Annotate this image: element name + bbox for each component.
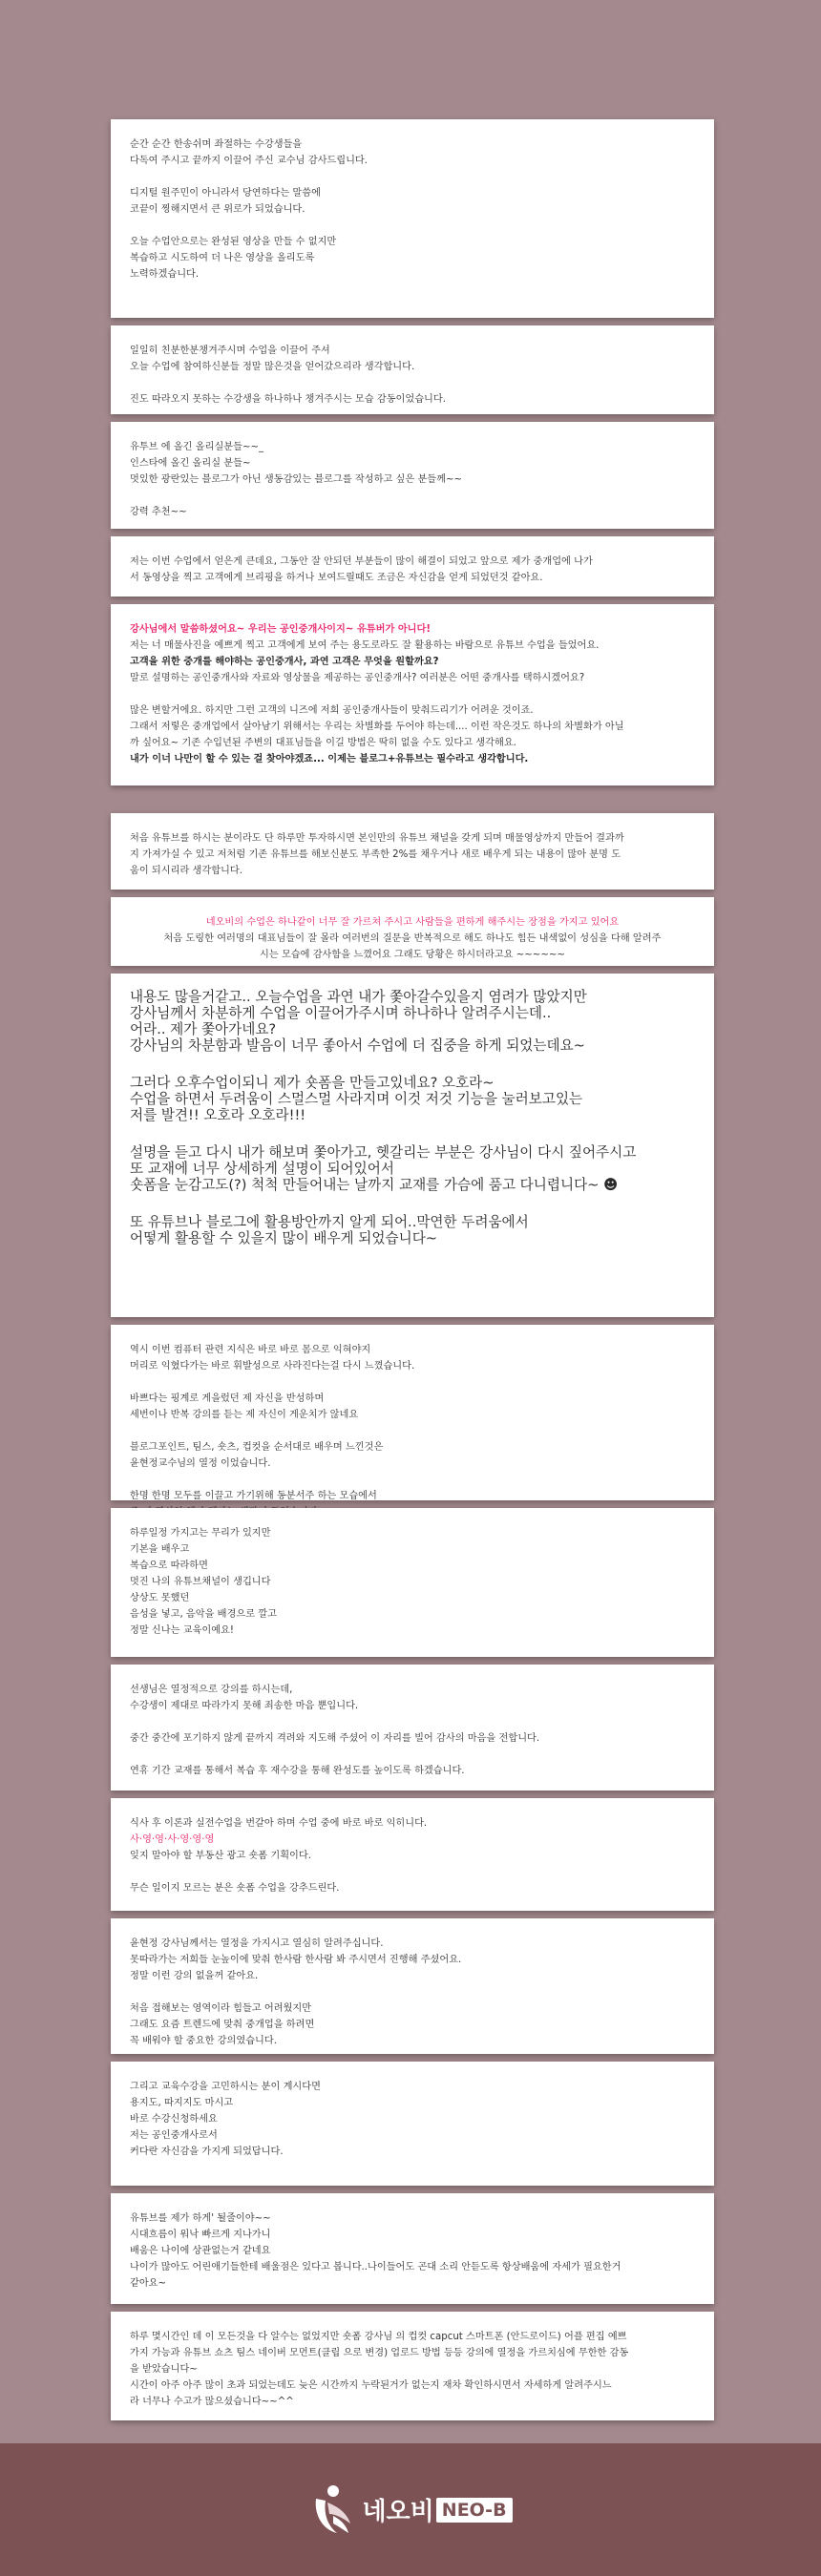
- review-line: 역시 이번 컴퓨터 관련 지식은 바로 바로 몸으로 익혀야지: [130, 1345, 371, 1355]
- review-line: 코끝이 찡해지면서 큰 위로가 되었습니다.: [130, 204, 305, 215]
- review-line: 움이 되시리라 생각합니다.: [130, 866, 242, 876]
- review-line: 세번이나 반복 강의를 듣는 제 자신이 게운치가 않네요: [130, 1410, 359, 1420]
- review-line: 디지털 원주민이 아니라서 당연하다는 말씀에: [130, 188, 321, 199]
- review-card-3: [111, 422, 714, 529]
- review-line: 못따라가는 저희들 눈높이에 맞춰 한사람 한사람 봐 주시면서 진행해 주셨어요.: [130, 1955, 462, 1965]
- review-line: 저는 너 매물사진을 예쁘게 찍고 고객에게 보여 주는 용도로라도 잘 활용하는 바람으로 유튜브 수업을 들었어요.: [130, 640, 600, 651]
- review-card-7: [111, 897, 714, 966]
- review-line: 수업을 하면서 두려움이 스멀스멀 사라지며 이것 저것 기능을 눌러보고있는: [130, 1091, 583, 1107]
- review-line: 용지도, 따지지도 마시고: [130, 2098, 234, 2108]
- review-line: 또 교재에 너무 상세하게 설명이 되어있어서: [130, 1161, 394, 1177]
- review-line: 가지 가능과 유튜브 쇼츠 팀스 네이버 모먼트(클립 으로 변경) 업로드 방법 등등 강의에 열정을 가르치심에 무한한 감동: [130, 2348, 629, 2358]
- review-line: 을 받았습니다~: [130, 2364, 198, 2375]
- review-line: 처음 도링한 여러명의 대표님들이 잘 몰라 여러번의 질문을 반복적으로 해도 하나도 힘든 내색없이 성심을 다해 알려주: [163, 933, 662, 944]
- review-line: 식사 후 이론과 실전수업을 번갈아 하며 수업 중에 바로 바로 익히니다.: [130, 1818, 428, 1829]
- review-line: 나이가 많아도 어린애기들한테 배울점은 있다고 봅니다..나이들어도 곤대 소리 안듣도록 항상배움에 자세가 필요한거: [130, 2262, 621, 2272]
- review-line: 정말 신나는 교육이예요!: [130, 1625, 234, 1636]
- review-card-4: [111, 536, 714, 597]
- review-line: 고객을 위한 중개를 해야하는 공인중개사, 과연 고객은 무엇을 원할까요?: [130, 657, 439, 667]
- review-card-14: [111, 2062, 714, 2186]
- review-line: 숏폼을 눈감고도(?) 척척 만들어내는 날까지 교재를 가슴에 품고 다니렵니다~ ☻: [130, 1177, 619, 1193]
- review-card-15: [111, 2193, 714, 2304]
- review-card-5: [111, 604, 714, 785]
- review-line: 그래서 저렇은 중개업에서 살아남기 위해서는 우리는 차별화를 두어야 하는데.... 이런 작은것도 하나의 차별화가 아닐: [130, 722, 624, 732]
- review-line: 저를 발견!! 오호라 오호라!!!: [130, 1107, 306, 1123]
- review-highlight: 사·영·영·사·영·영·영: [130, 1834, 215, 1845]
- review-line: 블로그포인트, 팀스, 숏츠, 컵컷을 순서대로 배우며 느낀것은: [130, 1442, 384, 1453]
- review-line: 강사님께서 차분하게 수업을 이끌어가주시며 하나하나 알려주시는데..: [130, 1005, 552, 1021]
- review-line: 다독여 주시고 끝까지 이끌어 주신 교수님 감사드립니다.: [130, 156, 368, 166]
- review-line: 처음 접해보는 영역이라 힘들고 어려웠지만: [130, 2003, 312, 2014]
- footer-bar: [0, 2443, 821, 2576]
- review-card-11: [111, 1665, 714, 1791]
- review-line: 시는 모습에 감사함을 느꼈어요 그래도 당황은 하시더라고요 ~~~~~~: [260, 950, 565, 960]
- review-line: 처음 유튜브를 하시는 분이라도 단 하루만 투자하시면 본인만의 유튜브 채널을 갖게 되며 매물영상까지 만들어 결과까: [130, 833, 624, 844]
- review-line: 멋진 나의 유튜브채널이 생깁니다: [130, 1577, 271, 1587]
- review-line: 순간 순간 한송쉬며 좌절하는 수강생들을: [130, 139, 303, 150]
- review-line: 그러다 오후수업이되니 제가 숏폼을 만들고있네요? 오호라~: [130, 1075, 495, 1091]
- review-line: 지 가져가실 수 있고 저처럼 기존 유튜브를 해보신분도 부족한 2%를 채우거나 새로 배우게 되는 내용이 많아 분명 도: [130, 849, 621, 860]
- review-line: 저는 이번 수업에서 얻은게 큰데요, 그동안 잘 안되던 부분들이 많이 해결이 되었고 앞으로 제가 중개업에 나가: [130, 556, 593, 567]
- review-line: 멋있한 광란있는 블로그가 아닌 생동감있는 블로그를 작성하고 싶은 분들께~~: [130, 474, 463, 485]
- review-line: 내가 이너 나만이 할 수 있는 걸 찾아야겠죠... 이제는 블로그+유튜브는 필수라고 생각합니다.: [130, 754, 529, 764]
- review-line: 오늘 수업에 참여하신분들 정말 많은것을 얻어갔으리라 생각합니다.: [130, 362, 415, 372]
- review-line: 노력하겠습니다.: [130, 269, 200, 280]
- neo-b-logo-icon: [308, 2483, 356, 2537]
- review-line: 한명 한명 모두를 이끌고 가기위해 동분서주 하는 모습에서: [130, 1491, 377, 1501]
- brand-name: 네오비: [362, 2498, 434, 2526]
- review-line: 인스타에 올긴 올리실 분들~: [130, 458, 251, 469]
- review-line: 커다란 자신감을 가지게 되었답니다.: [130, 2147, 284, 2157]
- review-line: 배움은 나이에 상관없는거 같네요: [130, 2246, 271, 2256]
- review-line: 윤현정교수님의 열정 이었습니다.: [130, 1458, 271, 1469]
- review-line: 어떻게 활용할 수 있을지 많이 배우게 되었습니다~: [130, 1230, 438, 1246]
- review-line: 그리고 교육수강을 고민하시는 분이 계시다면: [130, 2082, 321, 2092]
- brand-tag: NEO-B: [436, 2498, 513, 2523]
- review-line: 또 유튜브나 블로그에 활용방안까지 알게 되어..막연한 두려움에서: [130, 1214, 529, 1230]
- review-card-6: [111, 813, 714, 890]
- review-line: 강사님의 차분함과 발음이 너무 좋아서 수업에 더 집중을 하게 되었는데요~: [130, 1037, 585, 1054]
- review-line: 기본을 배우고: [130, 1544, 190, 1555]
- review-line: 머리로 익혔다가는 바로 휘발성으로 사라진다는걸 다시 느꼈습니다.: [130, 1361, 415, 1372]
- review-line: 시간이 아주 아주 많이 초과 되었는데도 늦은 시간까지 누락된거가 없는지 재차 확인하시면서 자세하게 알려주시느: [130, 2380, 612, 2391]
- review-card-8: [111, 974, 714, 1317]
- review-line: 연휴 기간 교재를 통해서 복습 후 재수강을 통해 완성도를 높이도록 하겠습니다.: [130, 1766, 465, 1776]
- review-line: 꼭 배워야 할 중요한 강의였습니다.: [130, 2036, 277, 2046]
- review-card-16: [111, 2312, 714, 2420]
- review-line: 유투브 에 올긴 올리실분들~~_: [130, 442, 264, 452]
- review-line: 정말 이런 강의 없을꺼 같아요.: [130, 1971, 259, 1981]
- brand-logo[interactable]: [308, 2483, 512, 2537]
- review-line: 그래도 요즘 트렌드에 맞춰 중개업을 하려면: [130, 2020, 315, 2030]
- review-line: 바쁘다는 핑계로 게을렀던 제 자신을 반성하며: [130, 1393, 325, 1404]
- review-card-1: [111, 119, 714, 318]
- review-headline: 네오비의 수업은 하나같이 너무 잘 가르쳐 주시고 사람들을 편하게 해주시는 장점을 가지고 있어요: [205, 917, 620, 928]
- review-line: 서 동영상을 찍고 고객에게 브리핑을 하거나 보여드릴때도 조금은 자신감을 얻게 되었던것 같아요.: [130, 573, 543, 583]
- review-card-13: [111, 1918, 714, 2054]
- review-line: 잊지 말아야 할 부동산 광고 숏폼 기획이다.: [130, 1851, 311, 1861]
- review-line: 많은 변할거에요. 하지만 그런 고객의 니즈에 저희 공인중개사들이 맞춰드리기가 어려운 것이죠.: [130, 705, 534, 716]
- review-line: 라 너무나 수고가 많으셨습니다~~^^: [130, 2397, 294, 2407]
- review-line: 시대흐름이 워낙 빠르게 지나가니: [130, 2230, 271, 2240]
- review-line: 어라.. 제가 쫓아가네요?: [130, 1021, 277, 1037]
- review-line: 설명을 듣고 다시 내가 해보며 쫓아가고, 헷갈리는 부분은 강사님이 다시 짚어주시고: [130, 1144, 637, 1161]
- review-card-9: [111, 1325, 714, 1500]
- review-line: 상상도 못했던: [130, 1593, 190, 1603]
- review-line: 복습하고 시도하여 더 나은 영상을 올리도록: [130, 253, 315, 263]
- review-line: 무슨 일이지 모르는 분은 숏폼 수업을 강추드린다.: [130, 1883, 340, 1894]
- review-card-10: [111, 1508, 714, 1657]
- review-line: 윤현정 강사님께서는 열정을 가지시고 열심히 알려주십니다.: [130, 1938, 384, 1949]
- review-line: 내용도 많을거같고.. 오늘수업을 과연 내가 쫓아갈수있을지 염려가 많았지만: [130, 989, 587, 1005]
- review-line: 바로 수강신청하세요: [130, 2114, 218, 2125]
- review-card-2: [111, 325, 714, 414]
- review-headline: 강사님에서 말씀하셨어요~ 우리는 공인중개사이지~ 유튜버가 아니다!: [130, 624, 432, 635]
- review-line: 진도 따라오지 못하는 수강생을 하나하나 챙겨주시는 모습 감동이었습니다.: [130, 394, 446, 405]
- review-line: 오늘 수업안으로는 완성된 영상을 만들 수 없지만: [130, 237, 337, 247]
- review-line: 까 싶어요~ 기존 수입년된 주변의 대표님들을 이길 방법은 딱히 없을 수도 있다고 생각해요.: [130, 738, 516, 748]
- review-line: 하루일정 가지고는 무리가 있지만: [130, 1528, 271, 1539]
- review-line: 선생님은 열정적으로 강의를 하시는데,: [130, 1685, 293, 1695]
- review-line: 수강생이 제대로 따라가지 못해 죄송한 마음 뿐입니다.: [130, 1701, 359, 1711]
- review-line: 같아요~: [130, 2278, 167, 2289]
- review-line: 중간 중간에 포기하지 않게 끝까지 격려와 지도해 주셨어 이 자리를 빌어 감사의 마음을 전합니다.: [130, 1733, 540, 1744]
- review-line: 강력 추천~~: [130, 507, 187, 517]
- review-line: 하루 몇시간인 데 이 모든것을 다 알수는 없었지만 숏폼 강사님 의 컵컷 capcut 스마트폰 (안드로이드) 어플 편집 예쁘: [130, 2332, 627, 2342]
- review-line: 음성을 넣고, 음악을 배경으로 깔고: [130, 1609, 277, 1620]
- review-line: 일일히 친분한분챙겨주시며 수업을 이끌어 주셔: [130, 346, 330, 356]
- review-line: 유튜브를 제가 하게' 될줄이야~~: [130, 2213, 271, 2224]
- review-line: 말로 설명하는 공인중개사와 자료와 영상물을 제공하는 공인중개사? 여러분은 어떤 중개사를 택하시겠어요?: [130, 673, 585, 683]
- brand-wordmark: [362, 2492, 512, 2527]
- review-card-12: [111, 1798, 714, 1911]
- review-line: 저는 공인중개사로서: [130, 2130, 218, 2141]
- review-line: 복습으로 따라하면: [130, 1560, 208, 1571]
